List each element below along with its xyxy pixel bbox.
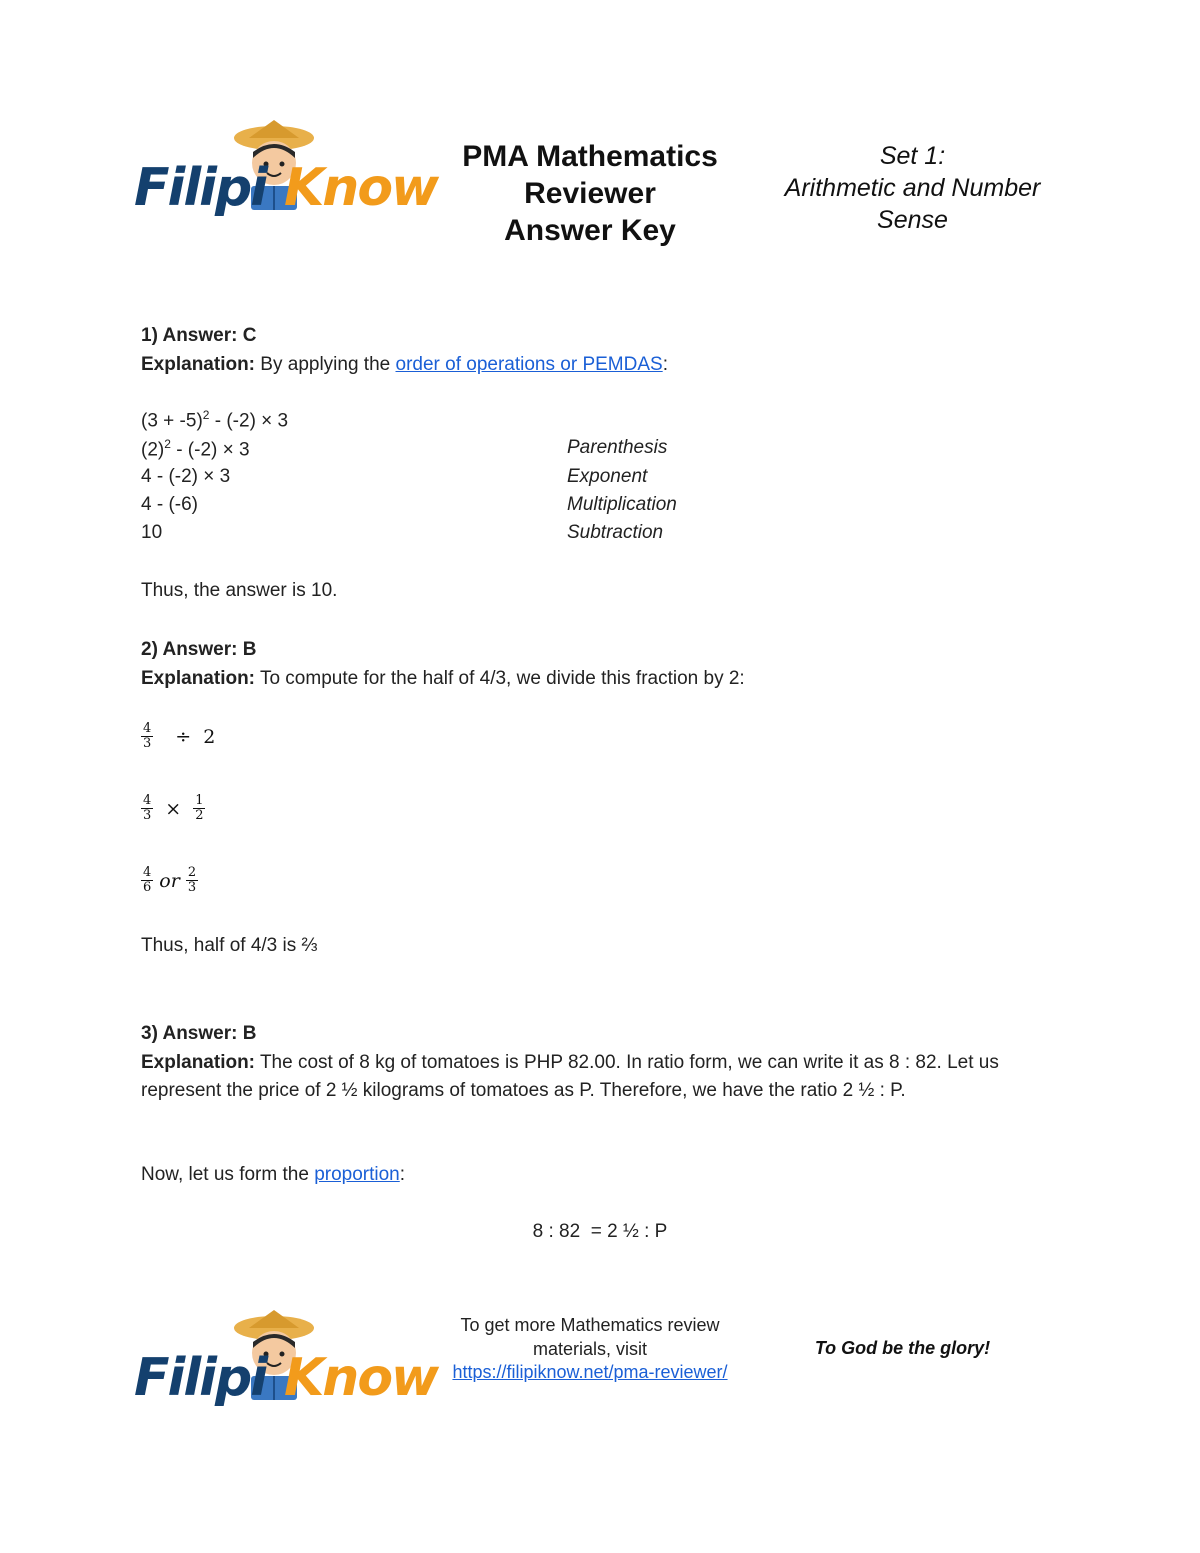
q2-math-3 [141,866,198,895]
times-operator: × [165,797,182,820]
numerator: 4 [143,721,152,736]
q2-math-1 [141,722,215,751]
q3-proportion-line [141,1164,405,1186]
q1-step-5: 10 [141,522,163,543]
q2-heading [141,636,745,693]
set-line-3: Sense [877,206,948,234]
q3-explanation [141,1049,1061,1106]
q2-explanation [141,665,745,694]
fraction [141,866,153,895]
title-line-2: Reviewer [524,177,656,210]
fraction [141,794,153,823]
footer-link[interactable]: https://filipiknow.net/pma-reviewer/ [452,1362,728,1382]
step-expr-post: - (-2) × 3 [170,439,250,461]
q1-step-4-label: Multiplication [567,494,677,515]
step-sup: 2 [202,408,210,422]
q1-answer: 1) Answer: C [141,325,257,346]
step-expr: (3 + -5) [141,410,203,432]
q3-expl-label: Explanation: [141,1051,256,1073]
set-title [760,140,1065,236]
step-expr: (2) [141,439,165,461]
q1-explanation [141,351,668,380]
q3-heading [141,1020,1061,1106]
q1-conclusion: Thus, the answer is 10. [141,580,338,601]
q2-conclusion: Thus, half of 4/3 is ⅔ [141,935,318,956]
q3-expl-text: The cost of 8 kg of tomatoes is PHP 82.00. In ratio form, we can write it as 8 : 82. Let us represent the price of 2 ½ kilograms of tomatoes as P. Therefore, we have the ratio 2 ½ : P. [141,1051,999,1101]
filipiknow-logo [134,118,438,228]
fraction [141,722,153,751]
set-line-1: Set 1: [879,142,946,170]
q1-step-1 [141,408,288,432]
q1-step-3: 4 - (-2) × 3 [141,466,231,487]
numerator: 4 [143,865,152,880]
logo-text-know: Know [284,1348,438,1408]
step-expr-post: - (-2) × 3 [209,410,289,432]
q2-expl-text: To compute for the half of 4/3, we divide this fraction by 2: [255,667,745,689]
divide-operator: ÷ [175,725,192,748]
q1-expl-end: : [662,353,668,375]
denominator: 3 [143,808,152,823]
denominator: 6 [143,880,152,895]
q1-step-5-label: Subtraction [567,522,664,543]
q2-math-2 [141,794,205,823]
q1-step-3-label: Exponent [567,466,648,487]
numerator: 2 [187,865,197,880]
q2-answer: 2) Answer: B [141,639,257,660]
denominator: 3 [143,736,152,751]
denominator: 3 [187,880,197,895]
page-title [440,138,740,249]
pemdas-link[interactable]: order of operations or PEMDAS [395,353,663,375]
fraction [193,794,205,823]
fraction [186,866,198,895]
footer-text [440,1314,740,1385]
q1-expl-label: Explanation: [141,353,256,375]
set-line-2: Arithmetic and Number [784,174,1041,202]
proportion-link[interactable]: proportion [314,1164,400,1185]
title-line-3: Answer Key [504,214,676,247]
q1-expl-text: By applying the [255,353,396,375]
numerator: 4 [143,793,152,808]
footer-filipiknow-logo [134,1308,438,1418]
prop-text: Now, let us form the [141,1164,315,1185]
q1-heading [141,322,668,379]
or-word: or [159,869,180,892]
logo-text-know: Know [284,158,438,218]
logo-text-filipi: Filipi [134,1348,267,1408]
numerator: 1 [195,793,204,808]
title-line-1: PMA Mathematics [462,140,718,173]
footer-message: To get more Mathematics review materials, visit [460,1315,720,1359]
q1-step-4: 4 - (-6) [141,494,198,515]
logo-text-filipi: Filipi [134,158,267,218]
q3-equation: 8 : 82 = 2 ½ : P [532,1221,668,1242]
q1-step-2 [141,437,250,461]
footer-glory: To God be the glory! [814,1338,991,1358]
step-sup: 2 [164,437,171,451]
prop-end: : [399,1164,406,1185]
q2-expl-label: Explanation: [141,667,256,689]
denominator: 2 [195,808,204,823]
value: 2 [203,725,216,748]
q1-step-2-label: Parenthesis [567,437,668,458]
q3-answer: 3) Answer: B [141,1023,257,1044]
